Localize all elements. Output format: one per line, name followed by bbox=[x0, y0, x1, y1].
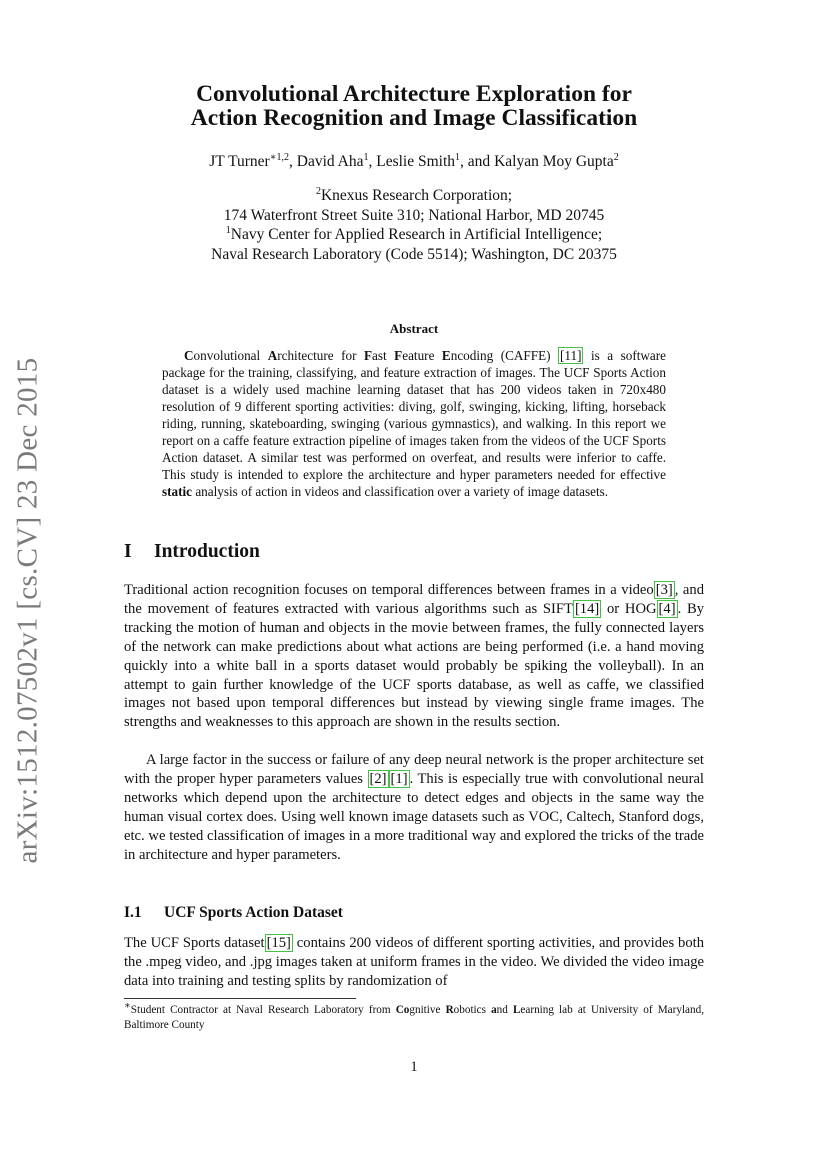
subsection-title: UCF Sports Action Dataset bbox=[164, 904, 343, 921]
author-2-affil: 1 bbox=[363, 151, 369, 163]
author-3: Leslie Smith bbox=[376, 153, 456, 170]
footnote-bold: L bbox=[512, 1004, 521, 1016]
intro-paragraph-1 bbox=[124, 581, 704, 732]
author-1: JT Turner bbox=[209, 153, 270, 170]
acronym-letter: E bbox=[441, 348, 451, 363]
citation-link[interactable]: [1] bbox=[390, 770, 408, 787]
section-title: Introduction bbox=[154, 541, 260, 562]
acronym-rest: rchitecture for bbox=[277, 348, 364, 363]
paragraph-text: Traditional action recognition focuses on temporal differences between frames in a video bbox=[124, 582, 654, 598]
footnote-mark: ∗ bbox=[124, 1000, 131, 1012]
affiliation-2-address: 174 Waterfront Street Suite 310; National Harbor, MD 20745 bbox=[223, 206, 605, 224]
paragraph-text: or HOG bbox=[601, 600, 657, 617]
affiliation-2-text: Knexus Research Corporation; bbox=[320, 187, 513, 204]
affiliation-1-text: Navy Center for Applied Research in Artificial Intelligence; bbox=[230, 226, 603, 243]
footnote-text: gnitive bbox=[409, 1004, 446, 1016]
acronym-letter: F bbox=[394, 348, 403, 363]
citation-link[interactable]: [15] bbox=[266, 935, 291, 951]
paragraph-text: The UCF Sports dataset bbox=[124, 935, 265, 951]
paper-title bbox=[100, 82, 728, 130]
citation-link[interactable]: [2] bbox=[369, 770, 387, 787]
author-separator: , bbox=[368, 153, 377, 170]
acronym-rest: onvolutional bbox=[193, 348, 268, 363]
acronym-letter: C bbox=[184, 348, 194, 363]
author-separator: , bbox=[289, 153, 297, 170]
paragraph-text: A large factor in the success or failure of any deep neural network is the proper architecture set with the proper hyper parameters values bbox=[124, 752, 704, 787]
citation-link[interactable]: [4] bbox=[658, 600, 676, 617]
affiliation-2-name bbox=[100, 186, 728, 206]
intro-paragraph-2 bbox=[124, 751, 704, 864]
subsection-number: I.1 bbox=[124, 904, 142, 921]
author-2: David Aha bbox=[296, 153, 364, 170]
citation-link[interactable]: [11] bbox=[560, 348, 582, 363]
abstract-heading: Abstract bbox=[389, 321, 439, 336]
paragraph-text: . This is especially true with convolutional neural networks which depend upon the architecture to detect edges and objects in the same way the human visual cortex does. Using well known image datasets such as VOC, Caltech, Stanford dogs, etc. we tested classification of images in a more traditional way and explored the tricks of the trade in architecture and hyper parameters. bbox=[124, 770, 704, 863]
paragraph-text: , and the movement of features extracted with various algorithms such as SIFT bbox=[124, 582, 704, 617]
author-3-affil: 1 bbox=[455, 151, 461, 163]
footnote-text: earning lab at University of Maryland, Baltimore County bbox=[124, 1004, 705, 1031]
title-line-1: Convolutional Architecture Exploration for bbox=[196, 81, 632, 107]
author-list bbox=[100, 152, 728, 172]
affiliation-1-mark: 1 bbox=[225, 224, 231, 236]
affiliation-1-name bbox=[100, 225, 728, 245]
author-1-affil: ∗1,2 bbox=[269, 151, 290, 163]
abstract-text: is a software package for the training, classifying, and feature extraction of images. The UCF Sports Action dataset is a widely used machine learning dataset that has 200 videos taken in 720x480 resolution of 9 different sporting activities: diving, golf, swinging, kicking, lifting, horseback riding, running, skateboarding, swinging (various gymnastics), and walking. In this report we report on a caffe feature extraction pipeline of images taken from the videos of the UCF Sports Action dataset. A similar test was performed on overfeat, and results were inferior to caffe. This study is intended to explore the architecture and hyper parameters needed for effective bbox=[162, 348, 666, 482]
abstract-bold-word: static bbox=[162, 484, 193, 499]
footnote-bold: Co bbox=[395, 1004, 410, 1016]
footnote-text: obotics bbox=[453, 1004, 492, 1016]
section-heading-introduction bbox=[124, 541, 260, 563]
acronym-letter: A bbox=[267, 348, 278, 363]
title-line-2: Action Recognition and Image Classification bbox=[190, 105, 638, 131]
author-4-affil: 2 bbox=[613, 151, 619, 163]
citation-link[interactable]: [14] bbox=[574, 600, 600, 617]
author-4: Kalyan Moy Gupta bbox=[494, 153, 614, 170]
acronym-rest: ncoding (CAFFE) bbox=[450, 348, 558, 363]
author-separator: , and bbox=[460, 153, 495, 170]
footnote-bold: a bbox=[491, 1004, 497, 1016]
acronym-rest: ast bbox=[372, 348, 395, 363]
ucf-paragraph bbox=[124, 934, 704, 991]
page-number: 1 bbox=[410, 1059, 418, 1075]
footnote-text: Student Contractor at Naval Research Laboratory from bbox=[130, 1004, 396, 1016]
paragraph-text: contains 200 videos of different sporting activities, and provides both the .mpeg video, and .jpg images taken at uniform frames in the video. We divided the video image data into training and testing splits by randomization of bbox=[124, 935, 704, 989]
acronym-letter: F bbox=[363, 348, 373, 363]
footnote-rule bbox=[124, 998, 356, 999]
subsection-heading-ucf bbox=[124, 904, 343, 922]
acronym-rest: eature bbox=[402, 348, 442, 363]
affiliations bbox=[100, 186, 728, 264]
section-number: I bbox=[124, 541, 132, 562]
arxiv-identifier bbox=[4, 357, 52, 863]
footnote-bold: R bbox=[445, 1004, 454, 1016]
citation-link[interactable]: [3] bbox=[655, 582, 673, 598]
footnote-text: nd bbox=[496, 1004, 513, 1016]
arxiv-identifier-text: arXiv:1512.07502v1 [cs.CV] 23 Dec 2015 bbox=[11, 357, 44, 863]
affiliation-1-address: Naval Research Laboratory (Code 5514); Washington, DC 20375 bbox=[211, 245, 617, 263]
affiliation-2-mark: 2 bbox=[315, 185, 321, 197]
footnote bbox=[124, 1000, 705, 1033]
paragraph-text: . By tracking the motion of human and objects in the movie between frames, the fully connected layers of the network can make predictions about what actions are being performed (i.e. a hand moving quickly into a white ball in a sports dataset would probably be spiking the volleyball). In an attempt to gain further knowledge of the UCF sports database, as well as caffe, we classified images not based upon temporal differences but instead by viewing single frame images. The strengths and weaknesses to this approach are shown in the results section. bbox=[124, 600, 704, 731]
abstract-text: analysis of action in videos and classification over a variety of image datasets. bbox=[192, 484, 609, 499]
abstract-body bbox=[162, 347, 666, 500]
